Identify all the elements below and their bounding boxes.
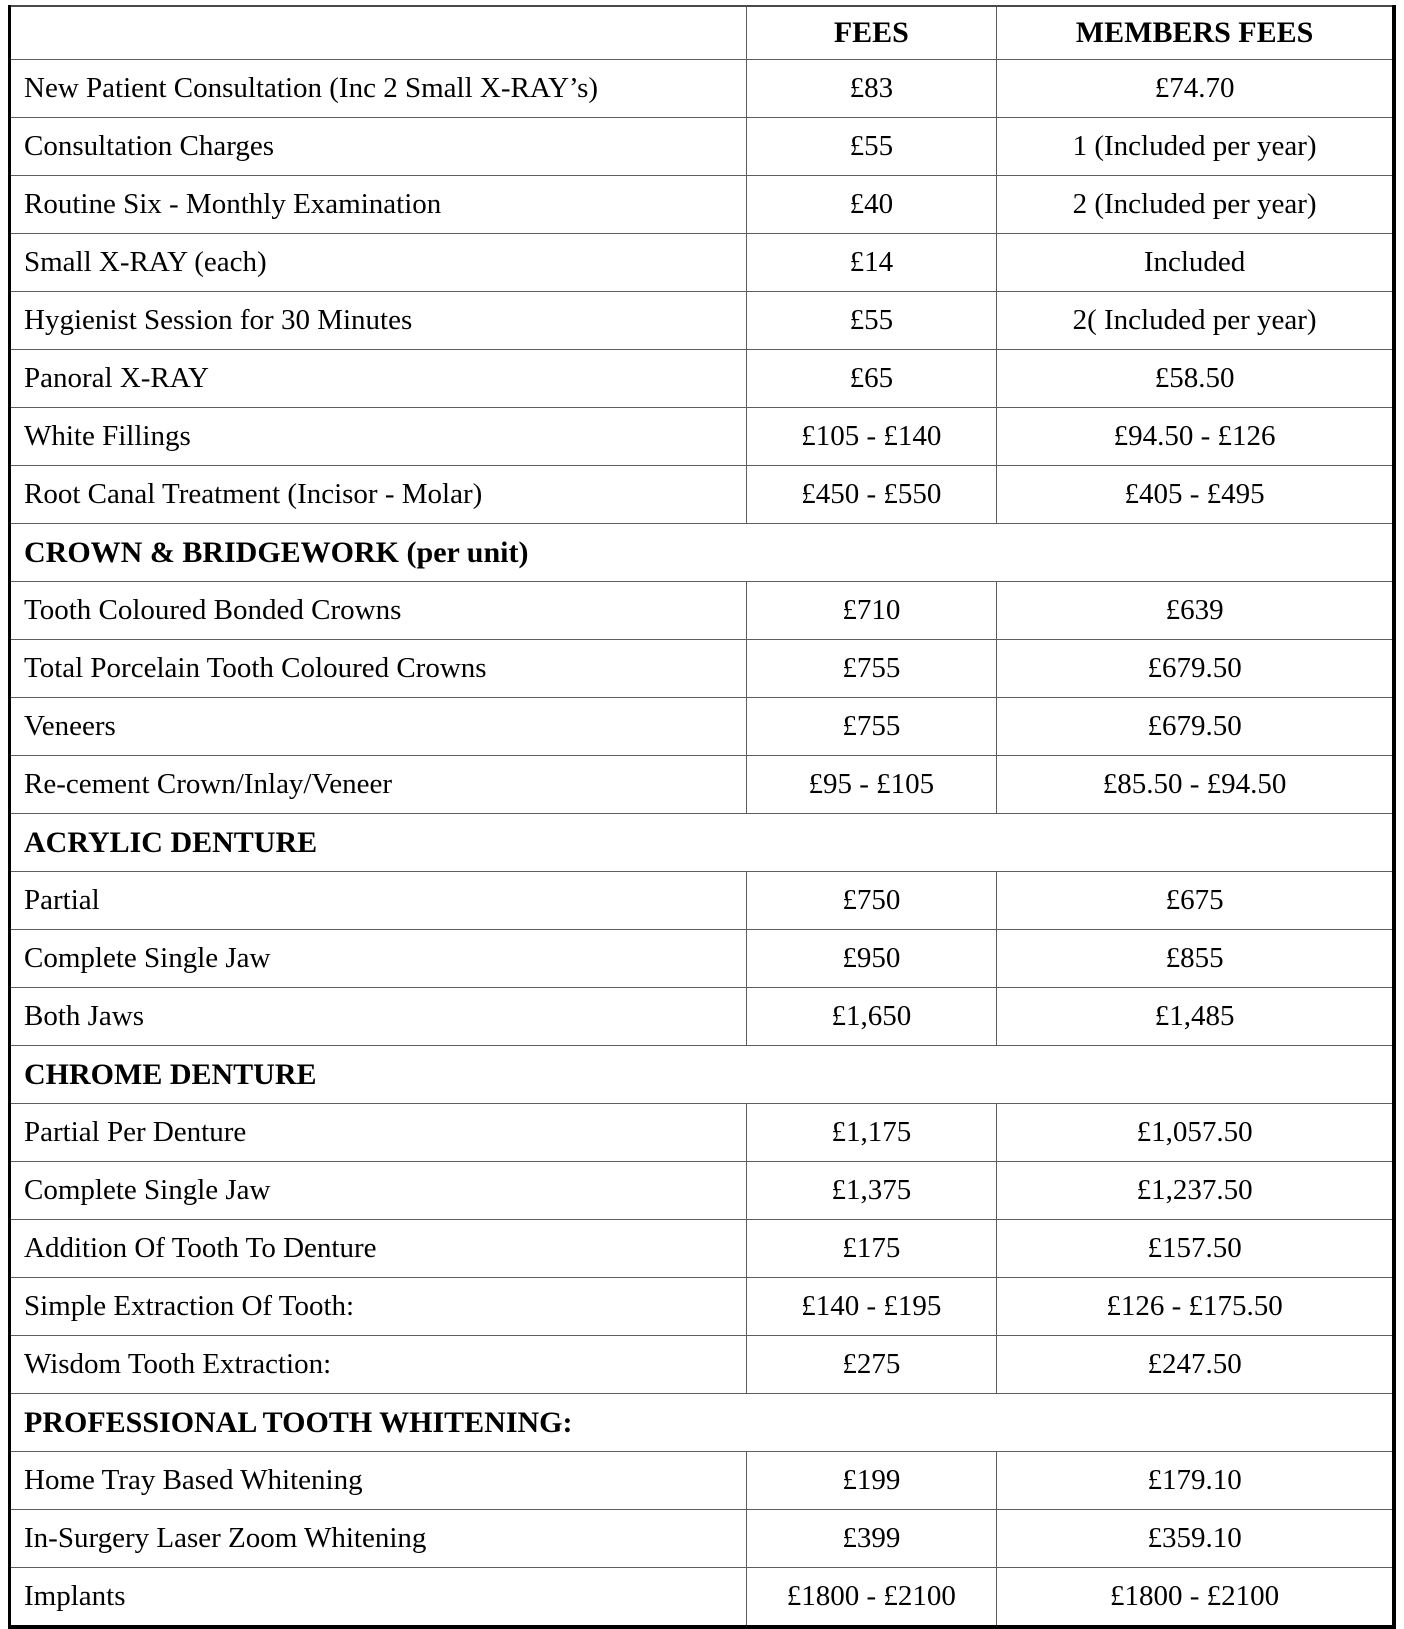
fee-cell: £950 xyxy=(746,930,997,988)
table-row xyxy=(10,176,1395,234)
table-row xyxy=(10,408,1395,466)
table-row xyxy=(10,872,1395,930)
service-cell: Both Jaws xyxy=(10,988,747,1046)
members-fee-cell: 2( Included per year) xyxy=(997,292,1394,350)
section-label: PROFESSIONAL TOOTH WHITENING: xyxy=(10,1394,1395,1452)
table-row xyxy=(10,930,1395,988)
section-label: CHROME DENTURE xyxy=(10,1046,1395,1104)
members-fee-cell: £359.10 xyxy=(997,1510,1394,1568)
members-fee-cell: £74.70 xyxy=(997,60,1394,118)
service-cell: Implants xyxy=(10,1568,747,1628)
table-body xyxy=(10,60,1395,1628)
service-cell: Hygienist Session for 30 Minutes xyxy=(10,292,747,350)
service-cell: Partial Per Denture xyxy=(10,1104,747,1162)
section-row xyxy=(10,1046,1395,1104)
fee-cell: £55 xyxy=(746,292,997,350)
section-row xyxy=(10,524,1395,582)
members-fee-cell: £247.50 xyxy=(997,1336,1394,1394)
members-fee-cell: £126 - £175.50 xyxy=(997,1278,1394,1336)
fee-cell: £175 xyxy=(746,1220,997,1278)
members-fee-cell: 2 (Included per year) xyxy=(997,176,1394,234)
table-row xyxy=(10,756,1395,814)
fee-cell: £40 xyxy=(746,176,997,234)
fee-cell: £450 - £550 xyxy=(746,466,997,524)
table-row xyxy=(10,1162,1395,1220)
table-row xyxy=(10,698,1395,756)
fee-cell: £199 xyxy=(746,1452,997,1510)
members-fee-cell: £1,237.50 xyxy=(997,1162,1394,1220)
fee-cell: £750 xyxy=(746,872,997,930)
table-row xyxy=(10,988,1395,1046)
members-fee-cell: £675 xyxy=(997,872,1394,930)
service-cell: Veneers xyxy=(10,698,747,756)
service-cell: White Fillings xyxy=(10,408,747,466)
members-fee-cell: £94.50 - £126 xyxy=(997,408,1394,466)
table-row xyxy=(10,1510,1395,1568)
fee-cell: £65 xyxy=(746,350,997,408)
table-row xyxy=(10,1452,1395,1510)
table-row xyxy=(10,1220,1395,1278)
header-row xyxy=(10,6,1395,60)
service-cell: Complete Single Jaw xyxy=(10,1162,747,1220)
table-row xyxy=(10,234,1395,292)
members-fee-cell: 1 (Included per year) xyxy=(997,118,1394,176)
table-row xyxy=(10,1104,1395,1162)
fee-cell: £83 xyxy=(746,60,997,118)
members-fee-cell: £58.50 xyxy=(997,350,1394,408)
members-fee-cell: £85.50 - £94.50 xyxy=(997,756,1394,814)
members-fee-cell: £679.50 xyxy=(997,640,1394,698)
service-cell: Addition Of Tooth To Denture xyxy=(10,1220,747,1278)
fee-cell: £710 xyxy=(746,582,997,640)
service-cell: Re-cement Crown/Inlay/Veneer xyxy=(10,756,747,814)
service-cell: Root Canal Treatment (Incisor - Molar) xyxy=(10,466,747,524)
fee-cell: £755 xyxy=(746,640,997,698)
section-row xyxy=(10,1394,1395,1452)
members-fee-cell: £855 xyxy=(997,930,1394,988)
service-cell: In-Surgery Laser Zoom Whitening xyxy=(10,1510,747,1568)
service-cell: Simple Extraction Of Tooth: xyxy=(10,1278,747,1336)
members-fee-cell: £405 - £495 xyxy=(997,466,1394,524)
fee-cell: £14 xyxy=(746,234,997,292)
table-row xyxy=(10,640,1395,698)
section-label: ACRYLIC DENTURE xyxy=(10,814,1395,872)
fee-cell: £1,175 xyxy=(746,1104,997,1162)
table-row xyxy=(10,1278,1395,1336)
service-cell: Tooth Coloured Bonded Crowns xyxy=(10,582,747,640)
section-label: CROWN & BRIDGEWORK (per unit) xyxy=(10,524,1395,582)
service-cell: Total Porcelain Tooth Coloured Crowns xyxy=(10,640,747,698)
header-fees: FEES xyxy=(746,6,997,60)
service-cell: Wisdom Tooth Extraction: xyxy=(10,1336,747,1394)
service-cell: Home Tray Based Whitening xyxy=(10,1452,747,1510)
service-cell: Complete Single Jaw xyxy=(10,930,747,988)
fee-cell: £1,375 xyxy=(746,1162,997,1220)
header-members-fees: MEMBERS FEES xyxy=(997,6,1394,60)
members-fee-cell: Included xyxy=(997,234,1394,292)
members-fee-cell: £179.10 xyxy=(997,1452,1394,1510)
members-fee-cell: £1,485 xyxy=(997,988,1394,1046)
fee-cell: £95 - £105 xyxy=(746,756,997,814)
members-fee-cell: £1800 - £2100 xyxy=(997,1568,1394,1628)
service-cell: Consultation Charges xyxy=(10,118,747,176)
service-cell: Partial xyxy=(10,872,747,930)
members-fee-cell: £157.50 xyxy=(997,1220,1394,1278)
fee-cell: £140 - £195 xyxy=(746,1278,997,1336)
header-service xyxy=(10,6,747,60)
table-row xyxy=(10,350,1395,408)
fee-cell: £55 xyxy=(746,118,997,176)
section-row xyxy=(10,814,1395,872)
table-row xyxy=(10,582,1395,640)
members-fee-cell: £1,057.50 xyxy=(997,1104,1394,1162)
fee-cell: £399 xyxy=(746,1510,997,1568)
table-row xyxy=(10,60,1395,118)
members-fee-cell: £639 xyxy=(997,582,1394,640)
service-cell: Routine Six - Monthly Examination xyxy=(10,176,747,234)
table-row xyxy=(10,466,1395,524)
table-row xyxy=(10,292,1395,350)
fee-cell: £275 xyxy=(746,1336,997,1394)
table-row xyxy=(10,1568,1395,1628)
table-row xyxy=(10,118,1395,176)
service-cell: New Patient Consultation (Inc 2 Small X-RAY’s) xyxy=(10,60,747,118)
fee-cell: £105 - £140 xyxy=(746,408,997,466)
fee-cell: £1800 - £2100 xyxy=(746,1568,997,1628)
table-row xyxy=(10,1336,1395,1394)
fees-table xyxy=(8,5,1396,1629)
fee-cell: £1,650 xyxy=(746,988,997,1046)
members-fee-cell: £679.50 xyxy=(997,698,1394,756)
service-cell: Panoral X-RAY xyxy=(10,350,747,408)
fee-cell: £755 xyxy=(746,698,997,756)
service-cell: Small X-RAY (each) xyxy=(10,234,747,292)
